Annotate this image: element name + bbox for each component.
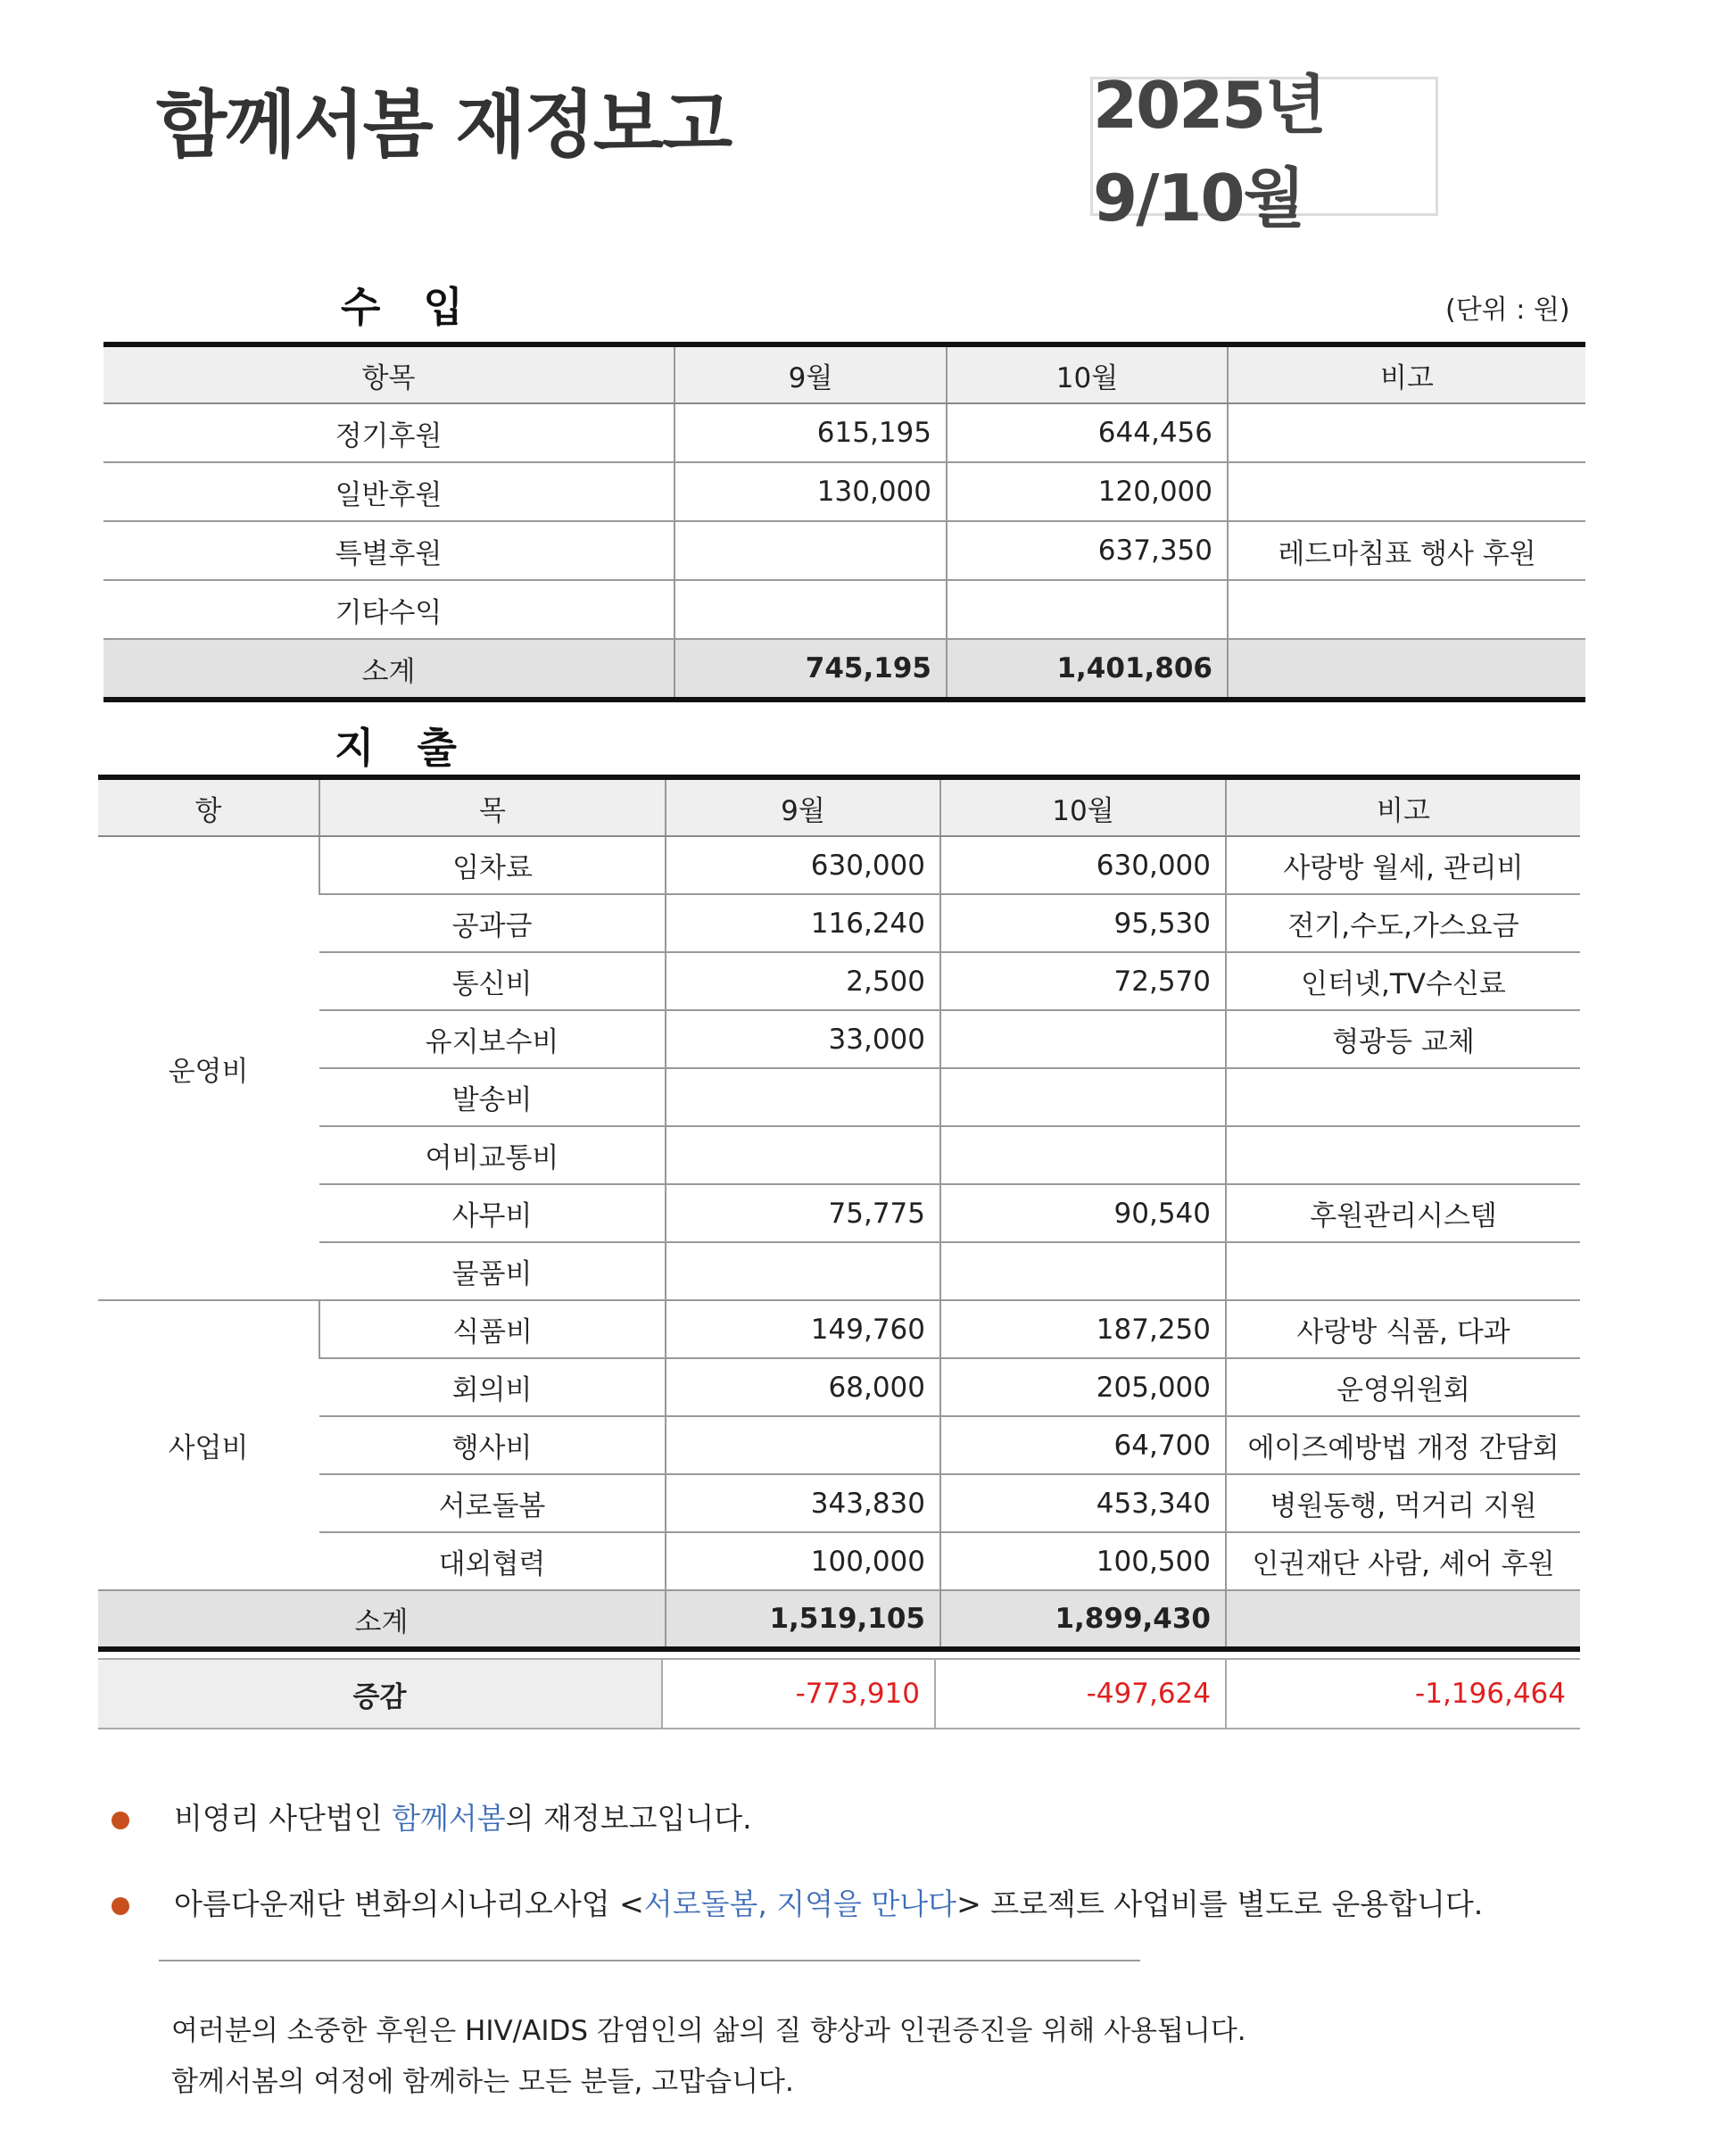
col-header-oct: 10월 xyxy=(947,344,1228,403)
note-2 xyxy=(112,1881,1483,1923)
expense-note: 운영위원회 xyxy=(1226,1358,1580,1416)
change-label: 증감 xyxy=(98,1659,662,1729)
col-header-oct: 10월 xyxy=(940,777,1226,836)
note-1-post: 의 재정보고입니다. xyxy=(505,1801,752,1836)
table-row xyxy=(103,462,1585,521)
expense-sep: 75,775 xyxy=(666,1184,940,1242)
note-2-post: > 프로젝트 사업비를 별도로 운용합니다. xyxy=(956,1886,1484,1921)
subtotal-label: 소계 xyxy=(98,1590,666,1649)
income-oct: 120,000 xyxy=(947,462,1228,521)
table-row xyxy=(103,521,1585,580)
expense-sep: 100,000 xyxy=(666,1532,940,1590)
income-item: 기타수익 xyxy=(103,580,674,639)
col-header-category: 항 xyxy=(98,777,319,836)
income-section-title: 수 입 xyxy=(341,283,477,331)
income-oct xyxy=(947,580,1228,639)
expense-sep: 68,000 xyxy=(666,1358,940,1416)
bullet-icon xyxy=(112,1812,129,1829)
subtotal-oct: 1,401,806 xyxy=(947,639,1228,700)
note-1 xyxy=(112,1795,752,1837)
expense-oct: 90,540 xyxy=(940,1184,1226,1242)
expense-item: 공과금 xyxy=(319,894,666,952)
income-sep: 615,195 xyxy=(674,403,947,462)
income-sep xyxy=(674,521,947,580)
expense-note xyxy=(1226,1242,1580,1300)
footer-line-1: 여러분의 소중한 후원은 HIV/AIDS 감염인의 삶의 질 향상과 인권증진을 위해 사용됩니다. xyxy=(171,2015,1246,2047)
expense-item: 임차료 xyxy=(319,836,666,894)
income-item: 특별후원 xyxy=(103,521,674,580)
expense-sep xyxy=(666,1068,940,1126)
expense-oct: 187,250 xyxy=(940,1300,1226,1358)
income-note xyxy=(1228,462,1585,521)
expense-note xyxy=(1226,1126,1580,1184)
expense-sep xyxy=(666,1416,940,1474)
subtotal-sep: 745,195 xyxy=(674,639,947,700)
table-row xyxy=(98,1068,1580,1126)
expense-note: 전기,수도,가스요금 xyxy=(1226,894,1580,952)
expense-item: 발송비 xyxy=(319,1068,666,1126)
expense-sep xyxy=(666,1242,940,1300)
table-row xyxy=(103,580,1585,639)
expense-note: 후원관리시스템 xyxy=(1226,1184,1580,1242)
change-total: -1,196,464 xyxy=(1226,1659,1580,1729)
table-row xyxy=(98,1010,1580,1068)
org-name-link[interactable]: 함께서봄 xyxy=(392,1801,506,1836)
footer-line-2: 함께서봄의 여정에 함께하는 모든 분들, 고맙습니다. xyxy=(171,2066,794,2098)
expense-sep: 2,500 xyxy=(666,952,940,1010)
expense-item: 행사비 xyxy=(319,1416,666,1474)
table-row xyxy=(98,1184,1580,1242)
table-row xyxy=(98,894,1580,952)
income-note: 레드마침표 행사 후원 xyxy=(1228,521,1585,580)
table-row xyxy=(98,1242,1580,1300)
subtotal-oct: 1,899,430 xyxy=(940,1590,1226,1649)
page-title: 함께서봄 재정보고 xyxy=(156,83,732,168)
group-label-operating: 운영비 xyxy=(98,836,319,1300)
col-header-item: 항목 xyxy=(103,344,674,403)
unit-label: (단위 : 원) xyxy=(1445,294,1570,326)
subtotal-note xyxy=(1226,1590,1580,1649)
table-row xyxy=(103,403,1585,462)
income-note xyxy=(1228,403,1585,462)
expense-note xyxy=(1226,1068,1580,1126)
expense-sep: 149,760 xyxy=(666,1300,940,1358)
change-table xyxy=(98,1658,1580,1729)
table-row xyxy=(98,1358,1580,1416)
table-row xyxy=(98,1416,1580,1474)
change-oct: -497,624 xyxy=(935,1659,1226,1729)
expense-item: 유지보수비 xyxy=(319,1010,666,1068)
table-row xyxy=(98,1474,1580,1532)
expense-note: 형광등 교체 xyxy=(1226,1010,1580,1068)
change-sep: -773,910 xyxy=(662,1659,935,1729)
expense-note: 에이즈예방법 개정 간담회 xyxy=(1226,1416,1580,1474)
expense-item: 식품비 xyxy=(319,1300,666,1358)
expense-oct: 64,700 xyxy=(940,1416,1226,1474)
expense-note: 인권재단 사람, 셰어 후원 xyxy=(1226,1532,1580,1590)
income-sep xyxy=(674,580,947,639)
expense-sep xyxy=(666,1126,940,1184)
expense-sep: 343,830 xyxy=(666,1474,940,1532)
group-label-program: 사업비 xyxy=(98,1300,319,1590)
expense-oct xyxy=(940,1068,1226,1126)
project-link[interactable]: 서로돌봄, 지역을 만나다 xyxy=(643,1886,957,1921)
income-header-row xyxy=(103,344,1585,403)
expense-note: 인터넷,TV수신료 xyxy=(1226,952,1580,1010)
col-header-note: 비고 xyxy=(1228,344,1585,403)
col-header-item: 목 xyxy=(319,777,666,836)
note-2-pre: 아름다운재단 변화의시나리오사업 < xyxy=(174,1886,644,1921)
table-row xyxy=(98,836,1580,894)
expense-sep: 33,000 xyxy=(666,1010,940,1068)
expense-table xyxy=(98,775,1580,1652)
col-header-sep: 9월 xyxy=(674,344,947,403)
income-item: 정기후원 xyxy=(103,403,674,462)
expense-note: 사랑방 월세, 관리비 xyxy=(1226,836,1580,894)
expense-item: 물품비 xyxy=(319,1242,666,1300)
expense-item: 통신비 xyxy=(319,952,666,1010)
expense-note: 병원동행, 먹거리 지원 xyxy=(1226,1474,1580,1532)
income-subtotal-row xyxy=(103,639,1585,700)
col-header-note: 비고 xyxy=(1226,777,1580,836)
expense-item: 회의비 xyxy=(319,1358,666,1416)
subtotal-sep: 1,519,105 xyxy=(666,1590,940,1649)
expense-oct xyxy=(940,1242,1226,1300)
expense-oct: 95,530 xyxy=(940,894,1226,952)
expense-subtotal-row xyxy=(98,1590,1580,1649)
note-1-pre: 비영리 사단법인 xyxy=(174,1801,393,1836)
change-row xyxy=(98,1659,1580,1729)
expense-oct: 205,000 xyxy=(940,1358,1226,1416)
expense-oct xyxy=(940,1126,1226,1184)
expense-oct: 100,500 xyxy=(940,1532,1226,1590)
table-row xyxy=(98,952,1580,1010)
expense-section-title: 지 출 xyxy=(335,724,471,772)
table-row xyxy=(98,1126,1580,1184)
expense-item: 서로돌봄 xyxy=(319,1474,666,1532)
table-row xyxy=(98,1300,1580,1358)
subtotal-note xyxy=(1228,639,1585,700)
expense-oct xyxy=(940,1010,1226,1068)
table-row xyxy=(98,1532,1580,1590)
income-oct: 637,350 xyxy=(947,521,1228,580)
income-sep: 130,000 xyxy=(674,462,947,521)
expense-sep: 630,000 xyxy=(666,836,940,894)
income-note xyxy=(1228,580,1585,639)
expense-oct: 72,570 xyxy=(940,952,1226,1010)
income-oct: 644,456 xyxy=(947,403,1228,462)
subtotal-label: 소계 xyxy=(103,639,674,700)
divider xyxy=(159,1960,1140,1961)
expense-sep: 116,240 xyxy=(666,894,940,952)
col-header-sep: 9월 xyxy=(666,777,940,836)
expense-oct: 453,340 xyxy=(940,1474,1226,1532)
expense-header-row xyxy=(98,777,1580,836)
period-badge: 2025년 9/10월 xyxy=(1090,77,1438,216)
income-table xyxy=(103,342,1585,702)
expense-item: 사무비 xyxy=(319,1184,666,1242)
expense-oct: 630,000 xyxy=(940,836,1226,894)
bullet-icon xyxy=(112,1897,129,1915)
expense-item: 여비교통비 xyxy=(319,1126,666,1184)
income-item: 일반후원 xyxy=(103,462,674,521)
expense-note: 사랑방 식품, 다과 xyxy=(1226,1300,1580,1358)
expense-item: 대외협력 xyxy=(319,1532,666,1590)
